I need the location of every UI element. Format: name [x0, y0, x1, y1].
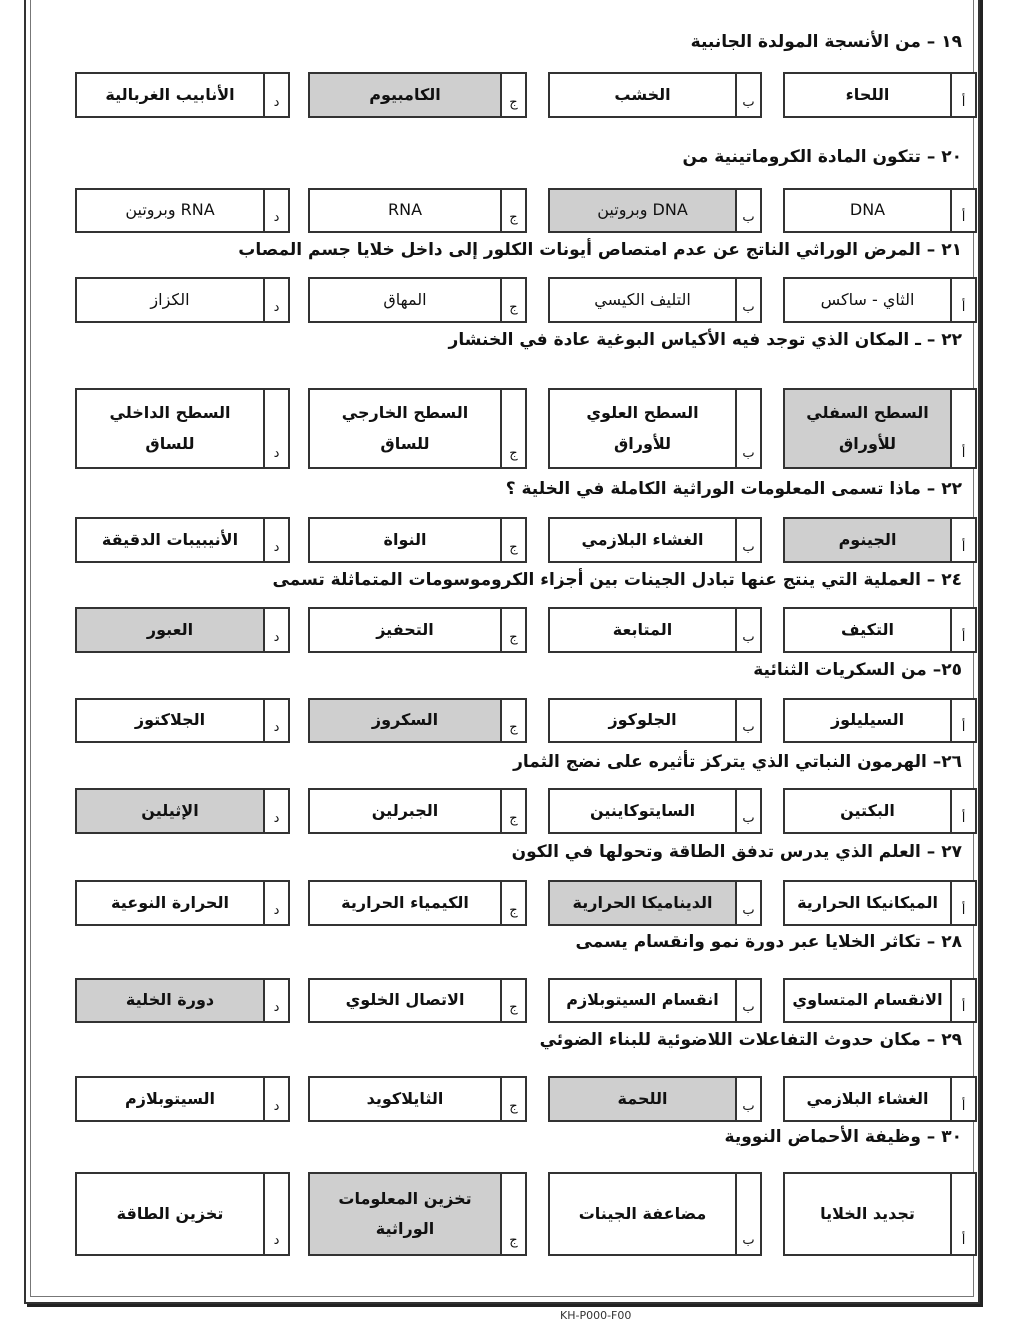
answer-option[interactable] [548, 607, 762, 653]
option-text: الجبرلين [371, 800, 439, 820]
answer-option[interactable] [548, 880, 762, 926]
answer-option[interactable] [75, 1076, 290, 1122]
answer-option[interactable] [308, 1172, 527, 1256]
option-letter: ب [735, 700, 760, 741]
option-text: الكيمياء الحرارية [341, 892, 469, 912]
option-letter: أ [950, 74, 975, 116]
option-letter: أ [950, 519, 975, 561]
option-text: مضاعفة الجينات [578, 1203, 707, 1223]
option-text: الخشب [614, 84, 671, 104]
question-title: ٢٢ – ـ المكان الذي توجد فيه الأكياس البوغية عادة في الخنشار [448, 330, 962, 350]
option-letter: د [263, 1078, 288, 1120]
option-letter: أ [950, 609, 975, 651]
option-letter: د [263, 790, 288, 832]
option-text: التحفيز [376, 619, 434, 639]
answer-option[interactable] [548, 72, 762, 118]
answer-option[interactable] [548, 1172, 762, 1256]
option-text: الجينوم [785, 519, 950, 561]
answer-option[interactable] [783, 388, 977, 469]
answer-option[interactable] [783, 1076, 977, 1122]
option-letter: أ [950, 279, 975, 321]
option-letter: د [263, 700, 288, 741]
answer-option[interactable] [783, 517, 977, 563]
answer-option[interactable] [548, 1076, 762, 1122]
option-letter: ب [735, 1174, 760, 1254]
option-text: الحرارة النوعية [111, 892, 229, 912]
option-text: الغشاء البلازمي [581, 529, 704, 549]
option-text: البكتين [840, 800, 895, 820]
question-title: ٢٩ – مكان حدوث التفاعلات اللاضوئية للبناء الضوئي [539, 1030, 962, 1050]
option-letter: أ [950, 882, 975, 924]
option-letter: ج [500, 790, 525, 832]
option-text: الغشاء البلازمي [806, 1088, 929, 1108]
option-letter: ب [735, 74, 760, 116]
option-letter: ج [500, 1078, 525, 1120]
option-text: الكامبيوم [310, 74, 500, 116]
answer-option[interactable] [308, 978, 527, 1023]
option-letter: د [263, 1174, 288, 1254]
answer-option[interactable] [75, 1172, 290, 1256]
option-text: السطح الخارجي للساق [341, 403, 469, 453]
option-letter: ب [735, 882, 760, 924]
answer-option[interactable] [75, 698, 290, 743]
answer-option[interactable] [308, 72, 527, 118]
answer-option[interactable] [548, 517, 762, 563]
answer-option[interactable] [548, 698, 762, 743]
option-text: الانقسام المتساوي [792, 990, 943, 1010]
option-letter: ب [735, 519, 760, 561]
option-letter: ب [735, 390, 760, 467]
answer-option[interactable] [308, 788, 527, 834]
answer-option[interactable] [308, 880, 527, 926]
option-letter: ج [500, 882, 525, 924]
option-text: المهاق [383, 289, 427, 309]
answer-option[interactable] [75, 188, 290, 233]
answer-option[interactable] [308, 277, 527, 323]
answer-option[interactable] [783, 72, 977, 118]
option-text: الثاي - ساكس [820, 289, 915, 309]
option-text: DNA وبروتين [550, 190, 735, 231]
answer-option[interactable] [548, 788, 762, 834]
option-letter: د [263, 882, 288, 924]
question-title: ٢٤ – العملية التي ينتج عنها تبادل الجينات بين أجزاء الكروموسومات المتماثلة تسمى [272, 570, 962, 590]
answer-option[interactable] [308, 517, 527, 563]
answer-option[interactable] [308, 388, 527, 469]
option-letter: ب [735, 279, 760, 321]
option-letter: د [263, 190, 288, 231]
option-text: التكيف [841, 619, 894, 639]
option-text: السطح العلوي للأوراق [586, 403, 699, 453]
question-title: ٢٨ – تكاثر الخلايا عبر دورة نمو وانقسام يسمى [575, 932, 962, 952]
option-text: النواة [383, 529, 427, 549]
option-text: السيليلوز [830, 710, 905, 730]
option-text: دورة الخلية [77, 980, 263, 1021]
option-text: الإثيلين [77, 790, 263, 832]
answer-option[interactable] [783, 788, 977, 834]
answer-option[interactable] [783, 277, 977, 323]
answer-option[interactable] [75, 388, 290, 469]
option-text: الكزاز [150, 289, 190, 309]
option-letter: د [263, 609, 288, 651]
question-title: ٢٥– من السكريات الثنائية [753, 660, 962, 680]
option-text: الأنيبيبات الدقيقة [101, 529, 239, 549]
answer-option[interactable] [783, 1172, 977, 1256]
option-text: التليف الكيسي [594, 289, 691, 309]
option-text: RNA وبروتين [125, 200, 215, 220]
answer-option[interactable] [548, 388, 762, 469]
option-text: تجديد الخلايا [820, 1203, 915, 1223]
answer-option[interactable] [308, 698, 527, 743]
option-text: الجلاكتوز [134, 710, 206, 730]
answer-option[interactable] [75, 517, 290, 563]
question-title: ٢١ – المرض الوراثي الناتج عن عدم امتصاص أيونات الكلور إلى داخل خلايا جسم المصاب [238, 240, 962, 260]
option-letter: أ [950, 390, 975, 467]
answer-option[interactable] [75, 72, 290, 118]
option-text: السكروز [310, 700, 500, 741]
answer-option[interactable] [75, 607, 290, 653]
option-text: المتابعة [612, 619, 673, 639]
answer-option[interactable] [548, 978, 762, 1023]
question-title: ٢٦– الهرمون النباتي الذي يتركز تأثيره على نضج الثمار [513, 752, 962, 772]
option-letter: أ [950, 790, 975, 832]
question-title: ١٩ – من الأنسجة المولدة الجانبية [690, 32, 962, 52]
option-letter: ب [735, 609, 760, 651]
option-text: السيتوبلازم [125, 1088, 215, 1108]
option-letter: د [263, 980, 288, 1021]
option-text: الاتصال الخلوي [345, 990, 465, 1010]
option-text: السايتوكاينين [589, 800, 696, 820]
option-letter: ج [500, 700, 525, 741]
answer-option[interactable] [548, 188, 762, 233]
answer-option[interactable] [783, 698, 977, 743]
option-text: الديناميكا الحرارية [550, 882, 735, 924]
answer-option[interactable] [308, 1076, 527, 1122]
option-text: RNA [387, 200, 423, 220]
option-letter: د [263, 519, 288, 561]
option-text: السطح السفلي للأوراق [785, 390, 950, 467]
option-letter: ب [735, 1078, 760, 1120]
option-letter: د [263, 390, 288, 467]
footer-code: KH-P000-F00 [560, 1309, 632, 1322]
option-letter: أ [950, 1174, 975, 1254]
answer-option[interactable] [75, 788, 290, 834]
option-text: السطح الداخلي للساق [109, 403, 231, 453]
option-letter: ب [735, 980, 760, 1021]
question-title: ٢٢ – ماذا تسمى المعلومات الوراثية الكاملة في الخلية ؟ [505, 479, 962, 499]
answer-option[interactable] [783, 607, 977, 653]
option-letter: ج [500, 190, 525, 231]
option-letter: ب [735, 190, 760, 231]
option-text: العبور [77, 609, 263, 651]
question-title: ٢٧ – العلم الذي يدرس تدفق الطاقة وتحولها في الكون [511, 842, 962, 862]
option-letter: ج [500, 390, 525, 467]
option-letter: أ [950, 1078, 975, 1120]
option-text: اللحمة [550, 1078, 735, 1120]
option-letter: ج [500, 279, 525, 321]
answer-option[interactable] [75, 277, 290, 323]
option-text: الميكانيكا الحرارية [797, 892, 938, 912]
option-letter: ج [500, 519, 525, 561]
option-letter: ب [735, 790, 760, 832]
option-letter: د [263, 279, 288, 321]
option-text: الثايلاكويد [366, 1088, 444, 1108]
question-title: ٣٠ – وظيفة الأحماض النووية [724, 1127, 962, 1147]
option-letter: ج [500, 74, 525, 116]
answer-option[interactable] [783, 978, 977, 1023]
question-title: ٢٠ – تتكون المادة الكروماتينية من [682, 147, 962, 167]
option-letter: أ [950, 700, 975, 741]
option-text: تخزين الطاقة [116, 1203, 224, 1223]
option-text: الأنابيب الغربالية [105, 84, 235, 104]
answer-option[interactable] [308, 188, 527, 233]
answer-option[interactable] [75, 880, 290, 926]
option-text: الجلوكوز [608, 710, 677, 730]
option-letter: أ [950, 190, 975, 231]
option-letter: ج [500, 980, 525, 1021]
answer-option[interactable] [308, 607, 527, 653]
answer-option[interactable] [75, 978, 290, 1023]
option-text: انقسام السيتوبلازم [566, 990, 719, 1010]
option-letter: ج [500, 609, 525, 651]
answer-option[interactable] [783, 880, 977, 926]
option-letter: ج [500, 1174, 525, 1254]
option-text: اللحاء [845, 84, 890, 104]
option-text: DNA [849, 200, 886, 220]
option-letter: د [263, 74, 288, 116]
option-letter: أ [950, 980, 975, 1021]
answer-option[interactable] [783, 188, 977, 233]
option-text: تخزين المعلومات الوراثية [310, 1174, 500, 1254]
answer-option[interactable] [548, 277, 762, 323]
